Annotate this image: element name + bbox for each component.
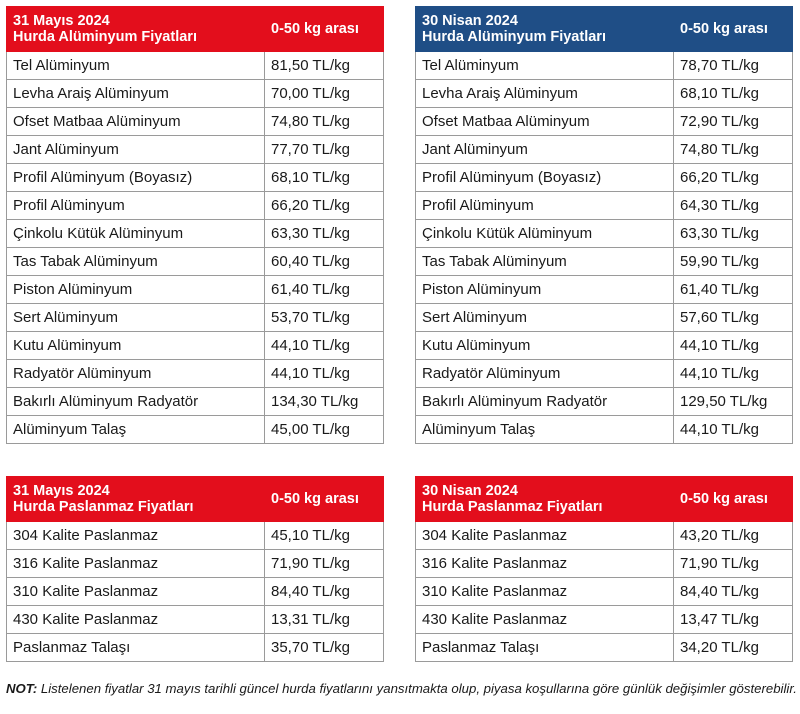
price-value: 78,70 TL/kg [674, 52, 793, 80]
price-value: 57,60 TL/kg [674, 304, 793, 332]
footnote-label: NOT: [6, 681, 38, 696]
table-header-row [416, 7, 793, 52]
material-name: Jant Alüminyum [416, 136, 674, 164]
material-name: Bakırlı Alüminyum Radyatör [416, 388, 674, 416]
material-name: Radyatör Alüminyum [416, 360, 674, 388]
price-value: 68,10 TL/kg [674, 80, 793, 108]
table-title: 31 Mayıs 2024 Hurda Alüminyum Fiyatları [7, 7, 265, 52]
table-row [416, 192, 793, 220]
price-value: 44,10 TL/kg [674, 360, 793, 388]
table-row [7, 304, 384, 332]
table-row [7, 606, 384, 634]
table-row [416, 388, 793, 416]
weight-range-header: 0-50 kg arası [674, 477, 793, 522]
table-row [7, 108, 384, 136]
weight-range-header: 0-50 kg arası [674, 7, 793, 52]
material-name: 316 Kalite Paslanmaz [416, 550, 674, 578]
table-row [7, 634, 384, 662]
material-name: Alüminyum Talaş [7, 416, 265, 444]
table-row [416, 80, 793, 108]
table-row [416, 416, 793, 444]
table-title: 30 Nisan 2024 Hurda Paslanmaz Fiyatları [416, 477, 674, 522]
price-value: 61,40 TL/kg [265, 276, 384, 304]
price-value: 74,80 TL/kg [674, 136, 793, 164]
material-name: Paslanmaz Talaşı [7, 634, 265, 662]
price-value: 66,20 TL/kg [674, 164, 793, 192]
price-value: 45,10 TL/kg [265, 522, 384, 550]
table-row [416, 606, 793, 634]
price-value: 13,31 TL/kg [265, 606, 384, 634]
price-value: 60,40 TL/kg [265, 248, 384, 276]
table-row [7, 416, 384, 444]
material-name: 316 Kalite Paslanmaz [7, 550, 265, 578]
price-value: 35,70 TL/kg [265, 634, 384, 662]
footnote [6, 681, 800, 696]
material-name: Profil Alüminyum (Boyasız) [7, 164, 265, 192]
material-name: 304 Kalite Paslanmaz [7, 522, 265, 550]
table-header-row [416, 477, 793, 522]
stainless-april-table [415, 476, 793, 662]
table-row [7, 276, 384, 304]
material-name: 310 Kalite Paslanmaz [7, 578, 265, 606]
price-value: 129,50 TL/kg [674, 388, 793, 416]
price-value: 43,20 TL/kg [674, 522, 793, 550]
aluminum-april-table [415, 6, 793, 444]
table-row [7, 192, 384, 220]
table-header-row [7, 477, 384, 522]
material-name: Profil Alüminyum (Boyasız) [416, 164, 674, 192]
material-name: Piston Alüminyum [7, 276, 265, 304]
table-row [7, 136, 384, 164]
table-row [416, 136, 793, 164]
table-row [416, 220, 793, 248]
table-row [416, 634, 793, 662]
stainless-may-table [6, 476, 384, 662]
material-name: Profil Alüminyum [416, 192, 674, 220]
price-value: 68,10 TL/kg [265, 164, 384, 192]
price-value: 44,10 TL/kg [674, 416, 793, 444]
material-name: Çinkolu Kütük Alüminyum [416, 220, 674, 248]
table-row [416, 304, 793, 332]
table-row [416, 276, 793, 304]
price-value: 59,90 TL/kg [674, 248, 793, 276]
price-value: 71,90 TL/kg [674, 550, 793, 578]
material-name: Jant Alüminyum [7, 136, 265, 164]
material-name: Ofset Matbaa Alüminyum [416, 108, 674, 136]
table-header-row [7, 7, 384, 52]
table-row [416, 248, 793, 276]
material-name: Radyatör Alüminyum [7, 360, 265, 388]
material-name: 430 Kalite Paslanmaz [416, 606, 674, 634]
material-name: Paslanmaz Talaşı [416, 634, 674, 662]
material-name: Levha Araiş Alüminyum [416, 80, 674, 108]
price-value: 71,90 TL/kg [265, 550, 384, 578]
material-name: Sert Alüminyum [7, 304, 265, 332]
price-value: 63,30 TL/kg [265, 220, 384, 248]
table-row [416, 108, 793, 136]
material-name: 304 Kalite Paslanmaz [416, 522, 674, 550]
material-name: Tas Tabak Alüminyum [7, 248, 265, 276]
table-row [7, 220, 384, 248]
table-row [416, 522, 793, 550]
material-name: Kutu Alüminyum [416, 332, 674, 360]
material-name: Profil Alüminyum [7, 192, 265, 220]
price-value: 63,30 TL/kg [674, 220, 793, 248]
table-row [7, 80, 384, 108]
price-value: 64,30 TL/kg [674, 192, 793, 220]
weight-range-header: 0-50 kg arası [265, 7, 384, 52]
table-row [7, 388, 384, 416]
table-row [416, 164, 793, 192]
price-value: 61,40 TL/kg [674, 276, 793, 304]
table-row [416, 332, 793, 360]
price-value: 72,90 TL/kg [674, 108, 793, 136]
table-row [7, 360, 384, 388]
price-value: 77,70 TL/kg [265, 136, 384, 164]
table-row [7, 52, 384, 80]
price-value: 44,10 TL/kg [674, 332, 793, 360]
footnote-text: Listelenen fiyatlar 31 mayıs tarihli güncel hurda fiyatlarını yansıtmakta olup, piyasa koşullarına göre günlük değişimler gösterebilir. [37, 681, 797, 696]
price-value: 34,20 TL/kg [674, 634, 793, 662]
price-value: 81,50 TL/kg [265, 52, 384, 80]
table-row [416, 52, 793, 80]
material-name: Çinkolu Kütük Alüminyum [7, 220, 265, 248]
price-value: 66,20 TL/kg [265, 192, 384, 220]
table-row [7, 248, 384, 276]
material-name: Tel Alüminyum [416, 52, 674, 80]
material-name: Sert Alüminyum [416, 304, 674, 332]
price-value: 44,10 TL/kg [265, 360, 384, 388]
price-value: 70,00 TL/kg [265, 80, 384, 108]
table-row [416, 550, 793, 578]
table-row [7, 332, 384, 360]
table-title: 30 Nisan 2024 Hurda Alüminyum Fiyatları [416, 7, 674, 52]
material-name: Kutu Alüminyum [7, 332, 265, 360]
price-value: 53,70 TL/kg [265, 304, 384, 332]
material-name: Tel Alüminyum [7, 52, 265, 80]
table-row [7, 578, 384, 606]
price-value: 84,40 TL/kg [265, 578, 384, 606]
weight-range-header: 0-50 kg arası [265, 477, 384, 522]
material-name: Piston Alüminyum [416, 276, 674, 304]
material-name: Alüminyum Talaş [416, 416, 674, 444]
material-name: 430 Kalite Paslanmaz [7, 606, 265, 634]
table-row [416, 360, 793, 388]
material-name: Bakırlı Alüminyum Radyatör [7, 388, 265, 416]
price-value: 45,00 TL/kg [265, 416, 384, 444]
price-value: 44,10 TL/kg [265, 332, 384, 360]
material-name: 310 Kalite Paslanmaz [416, 578, 674, 606]
price-value: 84,40 TL/kg [674, 578, 793, 606]
price-value: 13,47 TL/kg [674, 606, 793, 634]
table-row [7, 164, 384, 192]
material-name: Levha Araiş Alüminyum [7, 80, 265, 108]
table-row [416, 578, 793, 606]
table-row [7, 522, 384, 550]
price-value: 134,30 TL/kg [265, 388, 384, 416]
aluminum-may-table [6, 6, 384, 444]
material-name: Tas Tabak Alüminyum [416, 248, 674, 276]
table-title: 31 Mayıs 2024 Hurda Paslanmaz Fiyatları [7, 477, 265, 522]
price-value: 74,80 TL/kg [265, 108, 384, 136]
material-name: Ofset Matbaa Alüminyum [7, 108, 265, 136]
table-row [7, 550, 384, 578]
